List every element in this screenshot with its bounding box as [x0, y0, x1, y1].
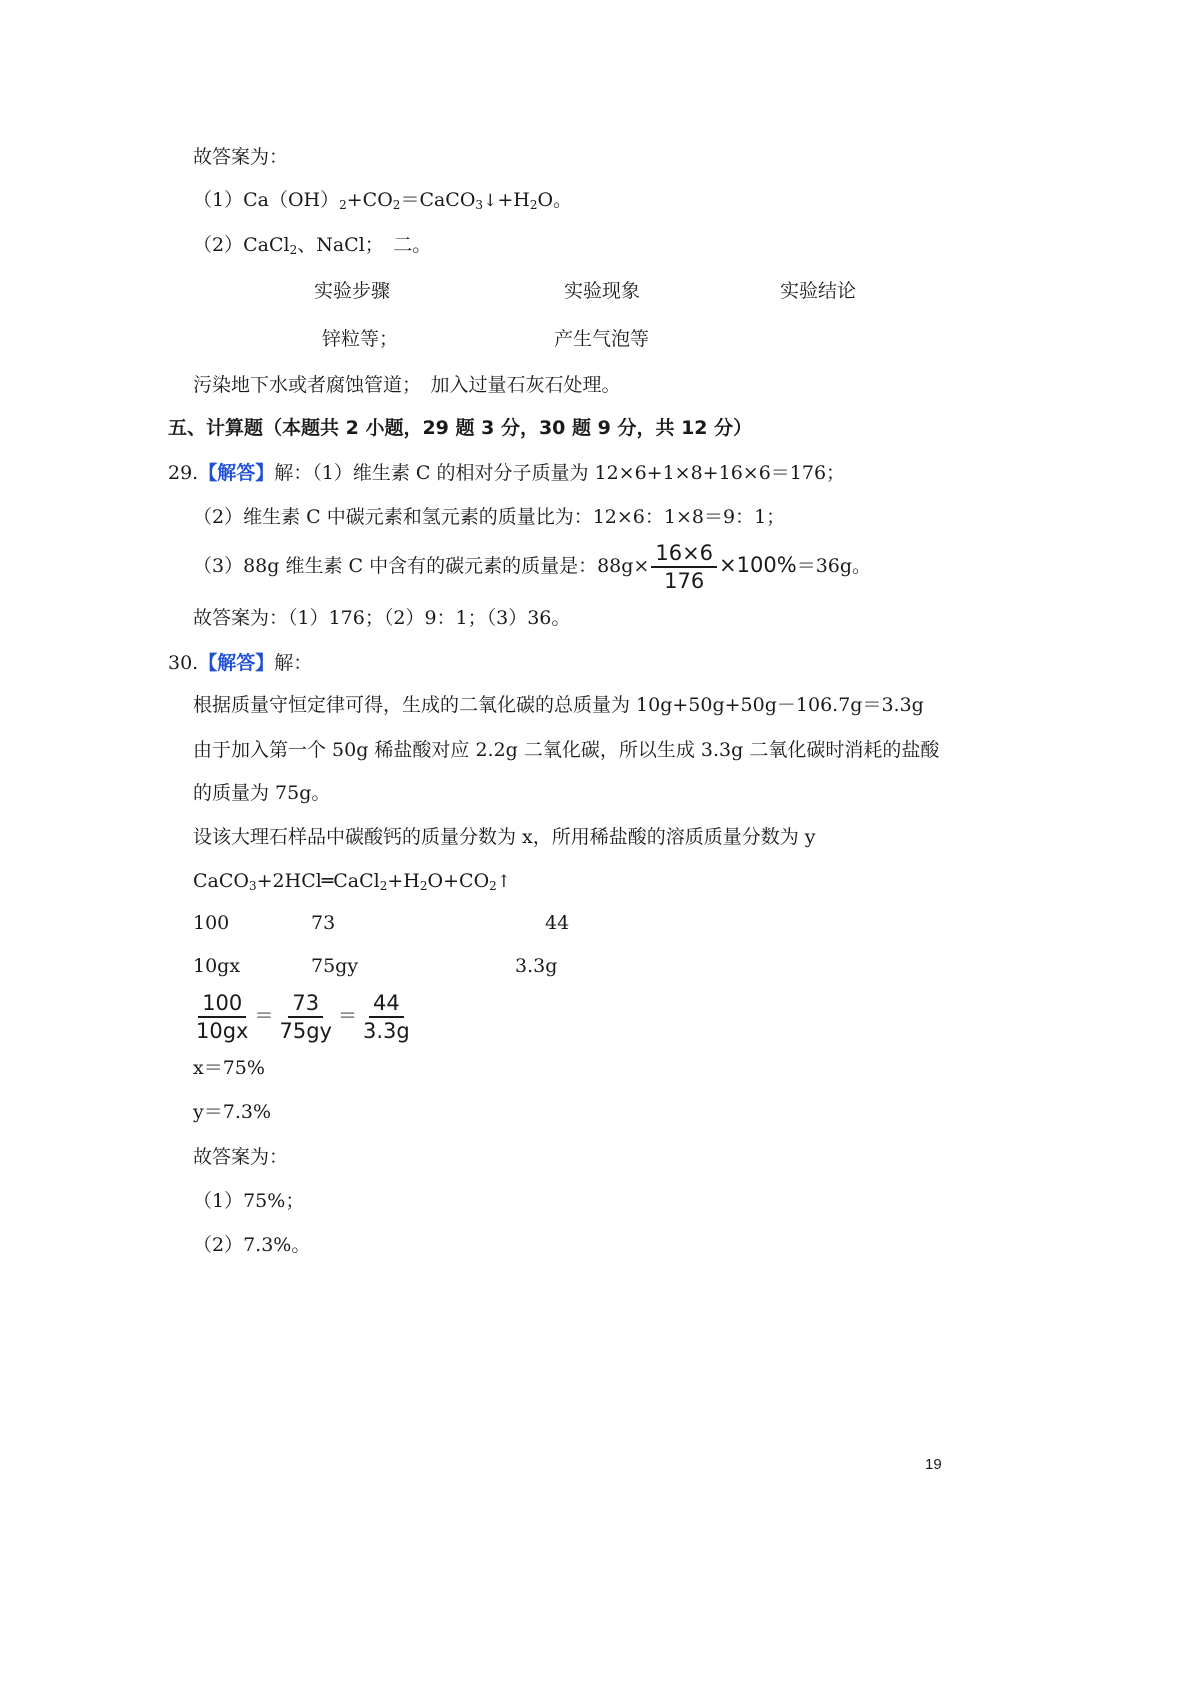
q30-answer-intro: 故答案为：	[193, 1146, 289, 1168]
molar-mass-hcl: 73	[311, 912, 336, 934]
page-number: 19	[925, 1456, 942, 1473]
proportion-equation: $\frac{100}{10gx}$ ＝ $\frac{73}{75gy}$ ＝ $\frac{44}{3.3g}$	[190, 990, 416, 1043]
fraction-2: $\frac{73}{75gy}$	[279, 991, 332, 1043]
table-cell-step: 锌粒等；	[322, 328, 399, 350]
q30-answer-2: （2）7.3%。	[193, 1234, 311, 1256]
q29-fraction: $\frac{16\times 6}{176}$	[651, 541, 717, 593]
table-cell-phenomenon: 产生气泡等	[554, 328, 650, 350]
fraction-1: $\frac{100}{10gx}$	[196, 991, 249, 1043]
q30-line-0: 30.【解答】解：	[168, 652, 313, 674]
result-y: y＝7.3%	[193, 1101, 272, 1123]
answer-line-1: $(1)Ca(OH)_2+CO_2=CaCO_3↓+H_2O$。	[193, 189, 573, 212]
answer-line-3: 污染地下水或者腐蚀管道； 加入过量石灰石处理。	[193, 374, 621, 396]
table-header-steps: 实验步骤	[314, 280, 391, 302]
reaction-equation: $CaCO_3+2HCl═CaCl_2+H_2O+CO_2↑$	[193, 870, 512, 893]
section-heading: 五、计算题（本题共 2 小题，29 题 3 分，30 题 9 分，共 12 分）	[168, 417, 753, 439]
answer-line-2: （2）CaCl$_2$、NaCl； 二。	[193, 234, 432, 257]
q29-line-3: （3）88g 维生素 C 中含有的碳元素的质量是：88g× $\frac{16\times 6}{176}$ ×100%＝36g。	[193, 541, 872, 593]
molar-mass-co2: 44	[545, 912, 570, 934]
result-x: x＝75%	[193, 1057, 265, 1079]
q29-answer: 故答案为：（1）176；（2）9：1；（3）36。	[193, 607, 571, 629]
mass-hcl: 75gy	[311, 955, 359, 977]
fraction-3: $\frac{44}{3.3g}$	[363, 991, 410, 1043]
table-header-conclusion: 实验结论	[780, 280, 857, 302]
q30-line-3: 的质量为 75g。	[193, 782, 331, 804]
q30-answer-1: （1）75%；	[193, 1190, 305, 1212]
mass-co2: 3.3g	[515, 955, 558, 977]
molar-mass-caco3: 100	[193, 912, 230, 934]
q30-line-4: 设该大理石样品中碳酸钙的质量分数为 x，所用稀盐酸的溶质质量分数为 y	[193, 826, 816, 848]
table-header-phenomenon: 实验现象	[564, 280, 641, 302]
q30-line-2: 由于加入第一个 50g 稀盐酸对应 2.2g 二氧化碳，所以生成 3.3g 二氧化碳时消耗的盐酸	[193, 739, 940, 761]
q29-line-1: 29.【解答】解：（1）维生素 C 的相对分子质量为 12×6+1×8+16×6＝176；	[168, 462, 846, 484]
mass-caco3: 10gx	[193, 955, 241, 977]
q29-line-2: （2）维生素 C 中碳元素和氢元素的质量比为：12×6：1×8＝9：1；	[193, 506, 786, 528]
answer-intro: 故答案为：	[193, 146, 289, 168]
q30-line-1: 根据质量守恒定律可得，生成的二氧化碳的总质量为 10g+50g+50g－106.7g＝3.3g	[193, 694, 924, 716]
